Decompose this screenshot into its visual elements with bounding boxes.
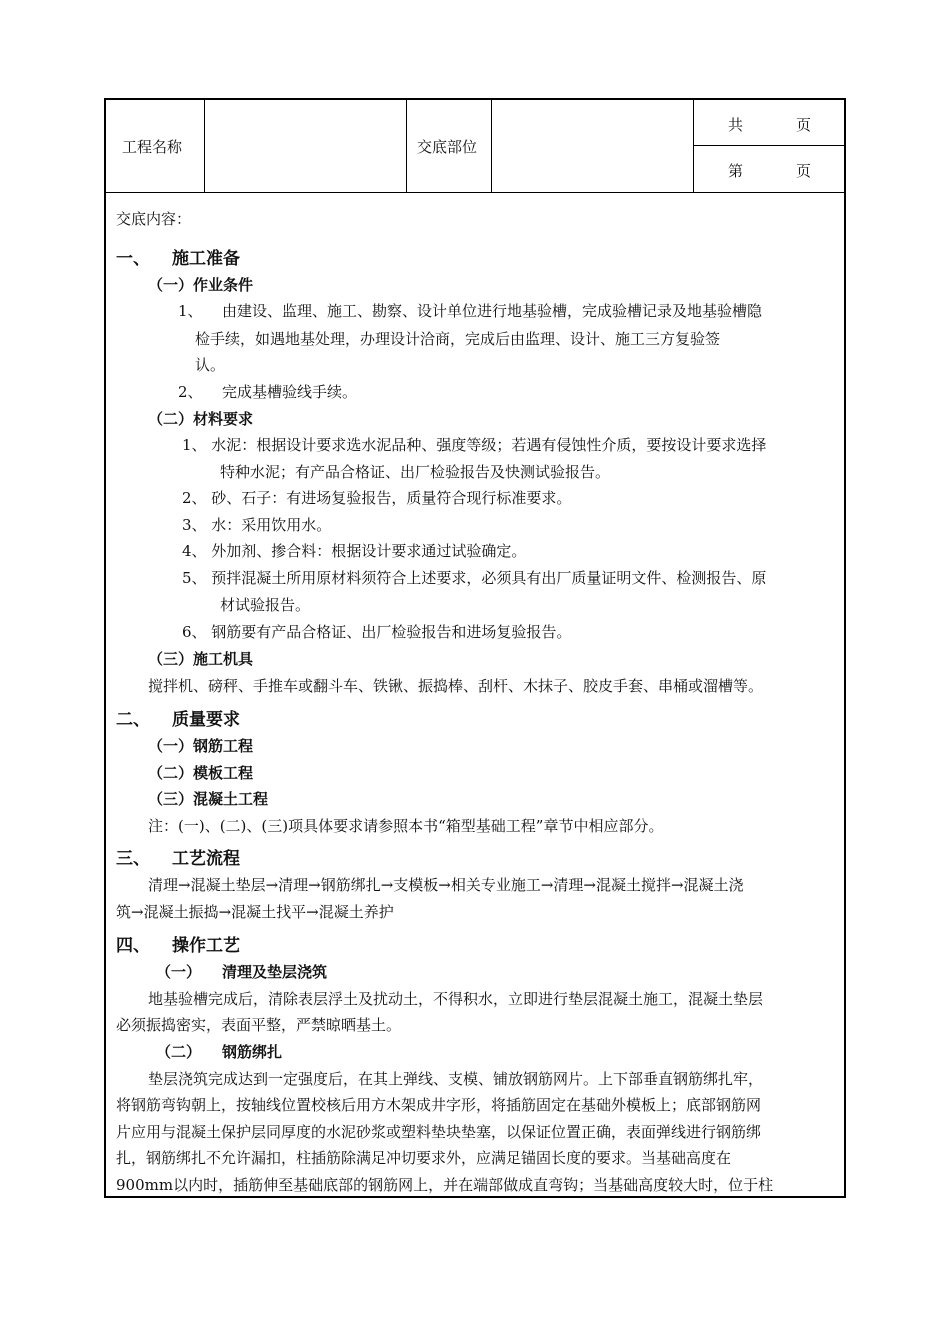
text-line: 材试验报告。 <box>220 596 311 614</box>
header-table <box>106 100 844 193</box>
location-value[interactable] <box>492 100 694 192</box>
text-line: 清理→混凝土垫层→清理→钢筋绑扎→支模板→相关专业施工→清理→混凝土搅拌→混凝土浇 <box>148 876 744 894</box>
text-line: 片应用与混凝土保护层同厚度的水泥砂浆或塑料垫块垫塞，以保证位置正确，表面弹线进行钢筋绑 <box>116 1123 762 1141</box>
text-line: 搅拌机、磅秤、手推车或翻斗车、铁锹、振捣棒、刮杆、木抹子、胶皮手套、串桶或溜槽等。 <box>148 677 764 695</box>
text-line: 1、 水泥：根据设计要求选水泥品种、强度等级；若遇有侵蚀性介质，要按设计要求选择 <box>182 436 767 454</box>
project-name-label: 工程名称 <box>106 100 205 192</box>
item-num: 1、 <box>178 302 203 320</box>
text-line: 5、 预拌混凝土所用原材料须符合上述要求，必须具有出厂质量证明文件、检测报告、原 <box>182 569 767 587</box>
text-line: 扎，钢筋绑扎不允许漏扣，柱插筋除满足冲切要求外，应满足锚固长度的要求。当基础高度在 <box>116 1149 732 1167</box>
location-label: 交底部位 <box>407 100 492 192</box>
sub-2-2: （二）模板工程 <box>148 764 254 782</box>
sub-4-2-title: 钢筋绑扎 <box>222 1043 283 1061</box>
section-4-num: 四、 <box>116 936 150 956</box>
text-line: 2、 砂、石子：有进场复验报告，质量符合现行标准要求。 <box>182 489 572 507</box>
current-page-cell <box>694 146 844 192</box>
text-line: 3、 水：采用饮用水。 <box>182 516 332 534</box>
text-line: 6、 钢筋要有产品合格证、出厂检验报告和进场复验报告。 <box>182 623 572 641</box>
page-unit-label: 页 <box>796 116 812 134</box>
text-line: 筑→混凝土振捣→混凝土找平→混凝土养护 <box>116 903 394 921</box>
sub-2-1: （一）钢筋工程 <box>148 737 254 755</box>
content-label: 交底内容： <box>116 210 192 228</box>
section-4-title: 操作工艺 <box>172 936 240 956</box>
project-name-value[interactable] <box>205 100 407 192</box>
total-label: 共 <box>728 116 744 134</box>
sub-1-2: （二）材料要求 <box>148 410 254 428</box>
text-line: 必须振捣密实，表面平整，严禁晾晒基土。 <box>116 1016 402 1034</box>
text-line: 完成基槽验线手续。 <box>222 383 358 401</box>
document-frame <box>104 98 846 1198</box>
sub-2-3: （三）混凝土工程 <box>148 790 269 808</box>
total-pages-cell <box>694 100 844 146</box>
sub-4-1-num: （一） <box>156 963 202 981</box>
text-line: 4、 外加剂、掺合料：根据设计要求通过试验确定。 <box>182 542 527 560</box>
text-line: 垫层浇筑完成达到一定强度后，在其上弹线、支模、铺放钢筋网片。上下部垂直钢筋绑扎牢， <box>148 1070 764 1088</box>
section-2-title: 质量要求 <box>172 710 240 730</box>
text-line: 地基验槽完成后，清除表层浮土及扰动土，不得积水，立即进行垫层混凝土施工，混凝土垫层 <box>148 990 764 1008</box>
section-2-num: 二、 <box>116 710 150 730</box>
section-3-title: 工艺流程 <box>172 849 240 869</box>
page-unit-label-2: 页 <box>796 162 812 180</box>
text-line: 由建设、监理、施工、勘察、设计单位进行地基验槽，完成验槽记录及地基验槽隐 <box>222 302 763 320</box>
text-line: 特种水泥；有产品合格证、出厂检验报告及快测试验报告。 <box>220 463 611 481</box>
sub-4-1-title: 清理及垫层浇筑 <box>222 963 328 981</box>
sub-4-2-num: （二） <box>156 1043 202 1061</box>
text-line: 900mm以内时，插筋伸至基础底部的钢筋网上，并在端部做成直弯钩；当基础高度较大时，位于柱 <box>116 1176 774 1194</box>
text-line: 将钢筋弯钩朝上，按轴线位置校核后用方木架成井字形，将插筋固定在基础外模板上；底部钢筋网 <box>116 1096 762 1114</box>
text-line: 认。 <box>195 356 226 374</box>
current-label: 第 <box>728 162 744 180</box>
sub-1-3: （三）施工机具 <box>148 650 254 668</box>
section-1-num: 一、 <box>116 249 150 269</box>
text-line: 注：(一)、(二)、(三)项具体要求请参照本书“箱型基础工程”章节中相应部分。 <box>148 817 664 835</box>
item-num: 2、 <box>178 383 203 401</box>
section-1-title: 施工准备 <box>172 249 240 269</box>
text-line: 检手续，如遇地基处理，办理设计洽商，完成后由监理、设计、施工三方复验签 <box>195 330 721 348</box>
content-area <box>106 192 844 1198</box>
section-3-num: 三、 <box>116 849 150 869</box>
sub-1-1: （一）作业条件 <box>148 276 254 294</box>
